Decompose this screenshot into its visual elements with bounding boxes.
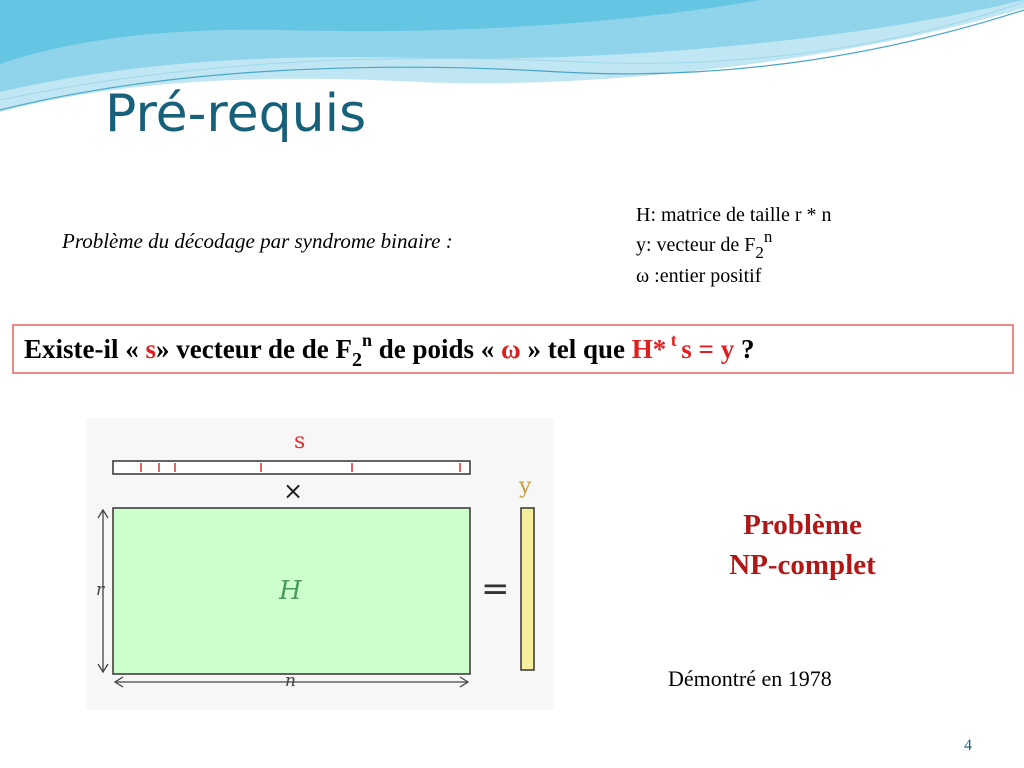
question-part4: » tel que bbox=[520, 334, 632, 364]
vector-s bbox=[113, 461, 470, 474]
question-omega: ω bbox=[501, 334, 521, 364]
definition-y-text: y: vecteur de F bbox=[636, 234, 756, 256]
definition-y-superscript: n bbox=[763, 227, 773, 246]
question-s-eq-y: s = y bbox=[681, 334, 735, 364]
vector-y bbox=[521, 508, 534, 670]
vector-s-label: s bbox=[294, 429, 306, 454]
question-part3: de poids « bbox=[371, 334, 502, 364]
question-end: ? bbox=[734, 334, 755, 364]
question-subscript: 2 bbox=[351, 349, 362, 371]
vector-y-label: y bbox=[519, 474, 532, 499]
page-title: Pré-requis bbox=[105, 84, 367, 144]
question-transpose: t bbox=[666, 330, 682, 350]
definition-omega: ω :entier positif bbox=[636, 265, 762, 287]
problem-statement: Problème du décodage par syndrome binaire : bbox=[62, 229, 453, 253]
np-complete-label bbox=[690, 505, 915, 585]
np-line-2: NP-complet bbox=[729, 549, 876, 581]
demonstrated-date: Démontré en 1978 bbox=[668, 666, 832, 691]
question-superscript: n bbox=[361, 330, 372, 350]
np-line-1: Problème bbox=[743, 509, 862, 541]
definition-h: H: matrice de taille r * n bbox=[636, 204, 832, 226]
question-s: s bbox=[145, 334, 157, 364]
n-label: n bbox=[285, 671, 296, 691]
times-symbol: × bbox=[283, 477, 304, 505]
r-label: r bbox=[96, 580, 105, 600]
syndrome-diagram bbox=[86, 418, 554, 710]
question-part1: Existe-il « bbox=[24, 334, 146, 364]
question-box bbox=[12, 324, 1014, 374]
definitions-block bbox=[636, 200, 831, 291]
definition-y bbox=[636, 227, 831, 262]
matrix-h-label: H bbox=[279, 576, 302, 606]
question-part2: » vecteur de de F bbox=[156, 334, 352, 364]
definition-y-subscript: 2 bbox=[755, 243, 764, 262]
equals-symbol: = bbox=[481, 569, 510, 609]
page-number: 4 bbox=[964, 737, 972, 754]
question-h: H* bbox=[631, 334, 667, 364]
